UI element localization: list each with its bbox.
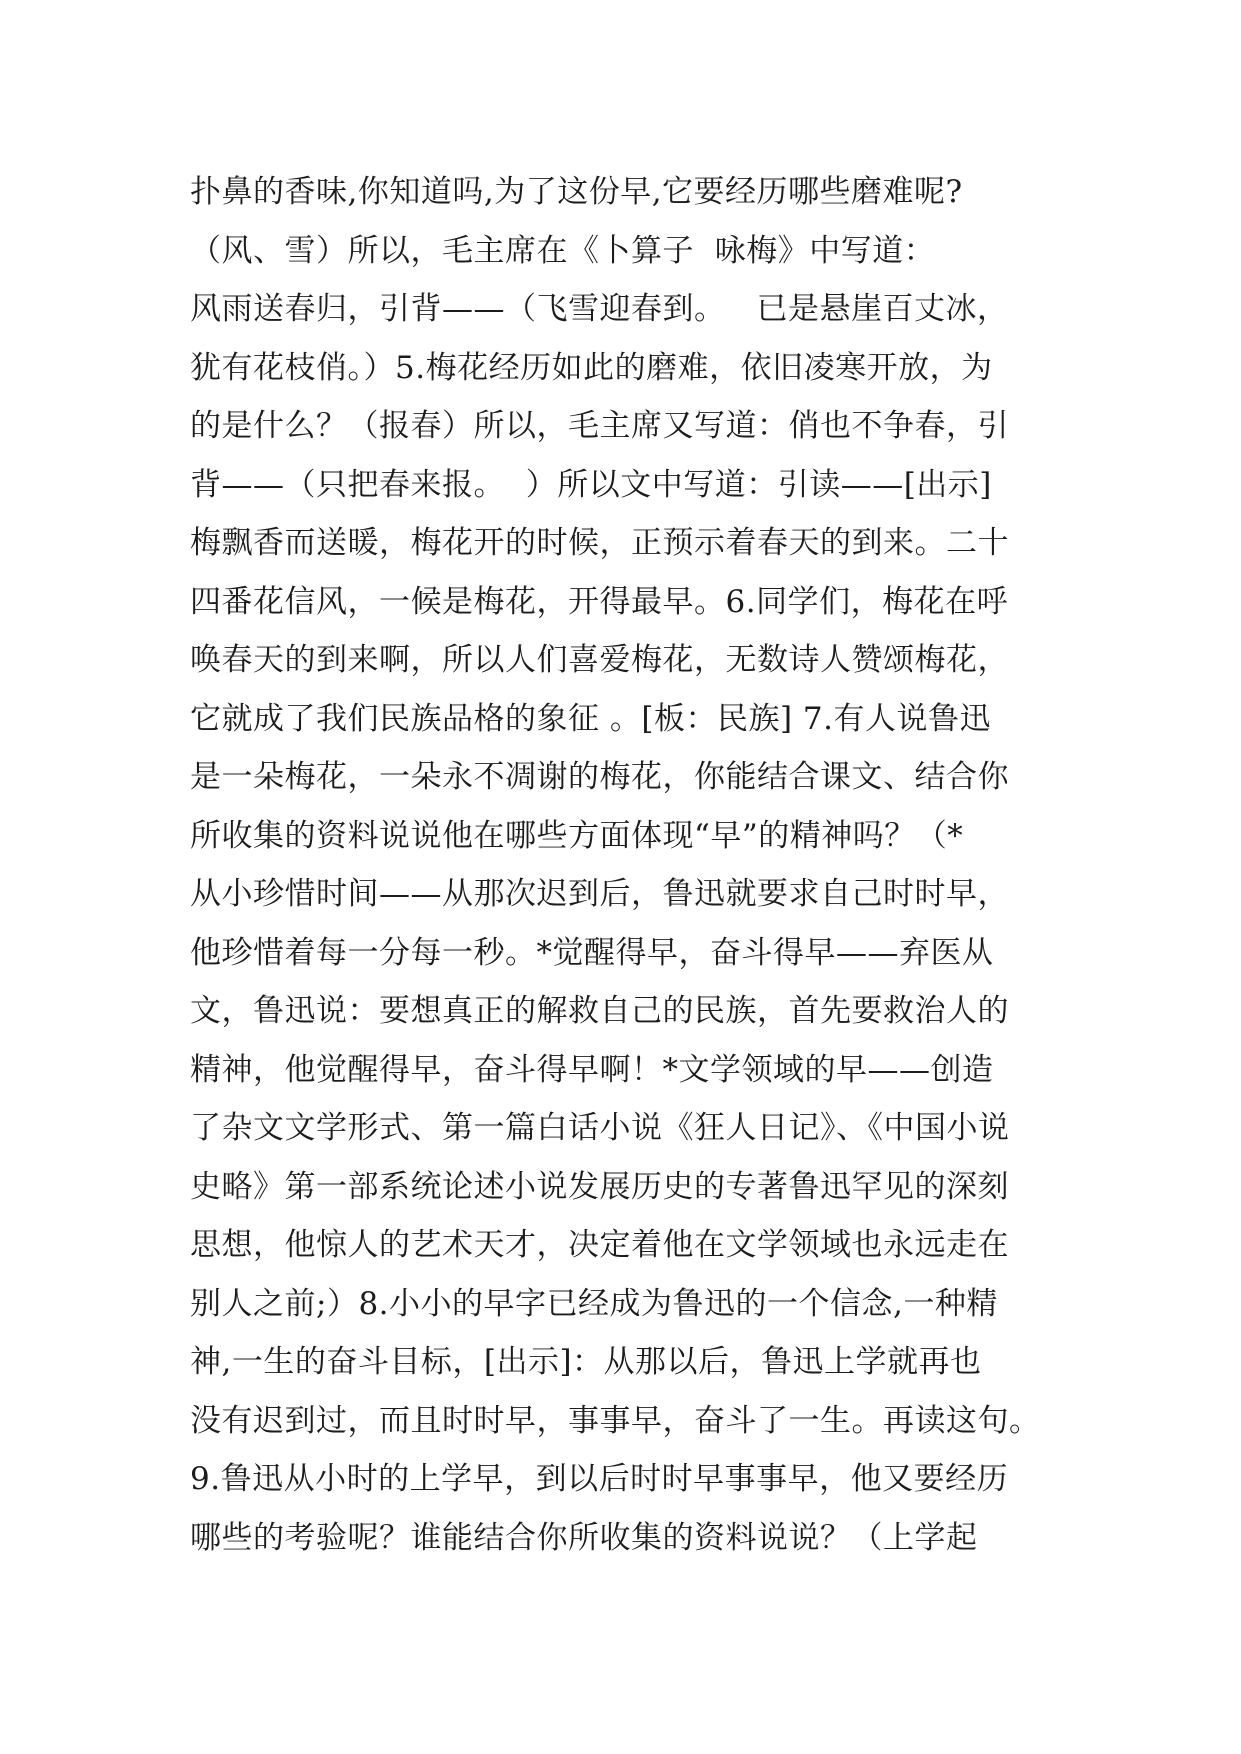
body-text — [190, 163, 1060, 1567]
text-line: 了杂文文学形式、第一篇白话小说《狂人日记》、《中国小说 — [190, 1110, 1010, 1146]
text-line: 别人之前;）8.小小的早字已经成为鲁迅的一个信念,一种精 — [190, 1285, 998, 1322]
text-line: 犹有花枝俏。）5.梅花经历如此的磨难，依旧凌寒开放，为 — [190, 349, 993, 386]
text-line: （风、雪）所以，毛主席在《卜算子 咏梅》中写道： — [190, 232, 936, 269]
text-line: 扑鼻的香味,你知道吗,为了这份早,它要经历哪些磨难呢? — [190, 174, 963, 210]
text-line: 唤春天的到来啊，所以人们喜爱梅花，无数诗人赞颂梅花， — [190, 642, 1009, 678]
text-line: 梅飘香而送暖，梅花开的时候，正预示着春天的到来。二十 — [190, 525, 1009, 561]
text-line: 没有迟到过，而且时时早，事事早，奋斗了一生。再读这句。 — [190, 1402, 1041, 1439]
text-line: 文，鲁迅说：要想真正的解救自己的民族，首先要救治人的 — [190, 993, 1009, 1029]
text-line: 背——（只把春来报。 ）所以文中写道：引读——[出示] — [190, 466, 992, 503]
text-line: 从小珍惜时间——从那次迟到后，鲁迅就要求自己时时早， — [190, 876, 1009, 912]
text-line: 的是什么？（报春）所以，毛主席又写道：俏也不争春，引 — [190, 408, 1009, 444]
text-line: 神,一生的奋斗目标，[出示]：从那以后，鲁迅上学就再也 — [190, 1344, 982, 1380]
text-line: 是一朵梅花，一朵永不凋谢的梅花，你能结合课文、结合你 — [190, 759, 1009, 795]
text-line: 他珍惜着每一分每一秒。*觉醒得早，奋斗得早——弃医从 — [190, 934, 994, 971]
text-line: 精神，他觉醒得早，奋斗得早啊！*文学领域的早——创造 — [190, 1051, 994, 1088]
text-line: 它就成了我们民族品格的象征 。[板：民族] 7.有人说鲁迅 — [190, 700, 991, 737]
text-line: 史略》第一部系统论述小说发展历史的专著鲁迅罕见的深刻 — [190, 1168, 1009, 1205]
text-line: 风雨送春归，引背——（飞雪迎春到。 已是悬崖百丈冰， — [190, 291, 1009, 327]
text-line: 哪些的考验呢？谁能结合你所收集的资料说说？（上学起 — [190, 1519, 978, 1556]
text-line: 9.鲁迅从小时的上学早，到以后时时早事事早，他又要经历 — [190, 1461, 1009, 1497]
text-line: 思想，他惊人的艺术天才，决定着他在文学领域也永远走在 — [190, 1227, 1009, 1263]
text-line: 所收集的资料说说他在哪些方面体现“早”的精神吗？（* — [190, 817, 964, 854]
text-line: 四番花信风，一候是梅花，开得最早。6.同学们，梅花在呼 — [190, 583, 1009, 620]
